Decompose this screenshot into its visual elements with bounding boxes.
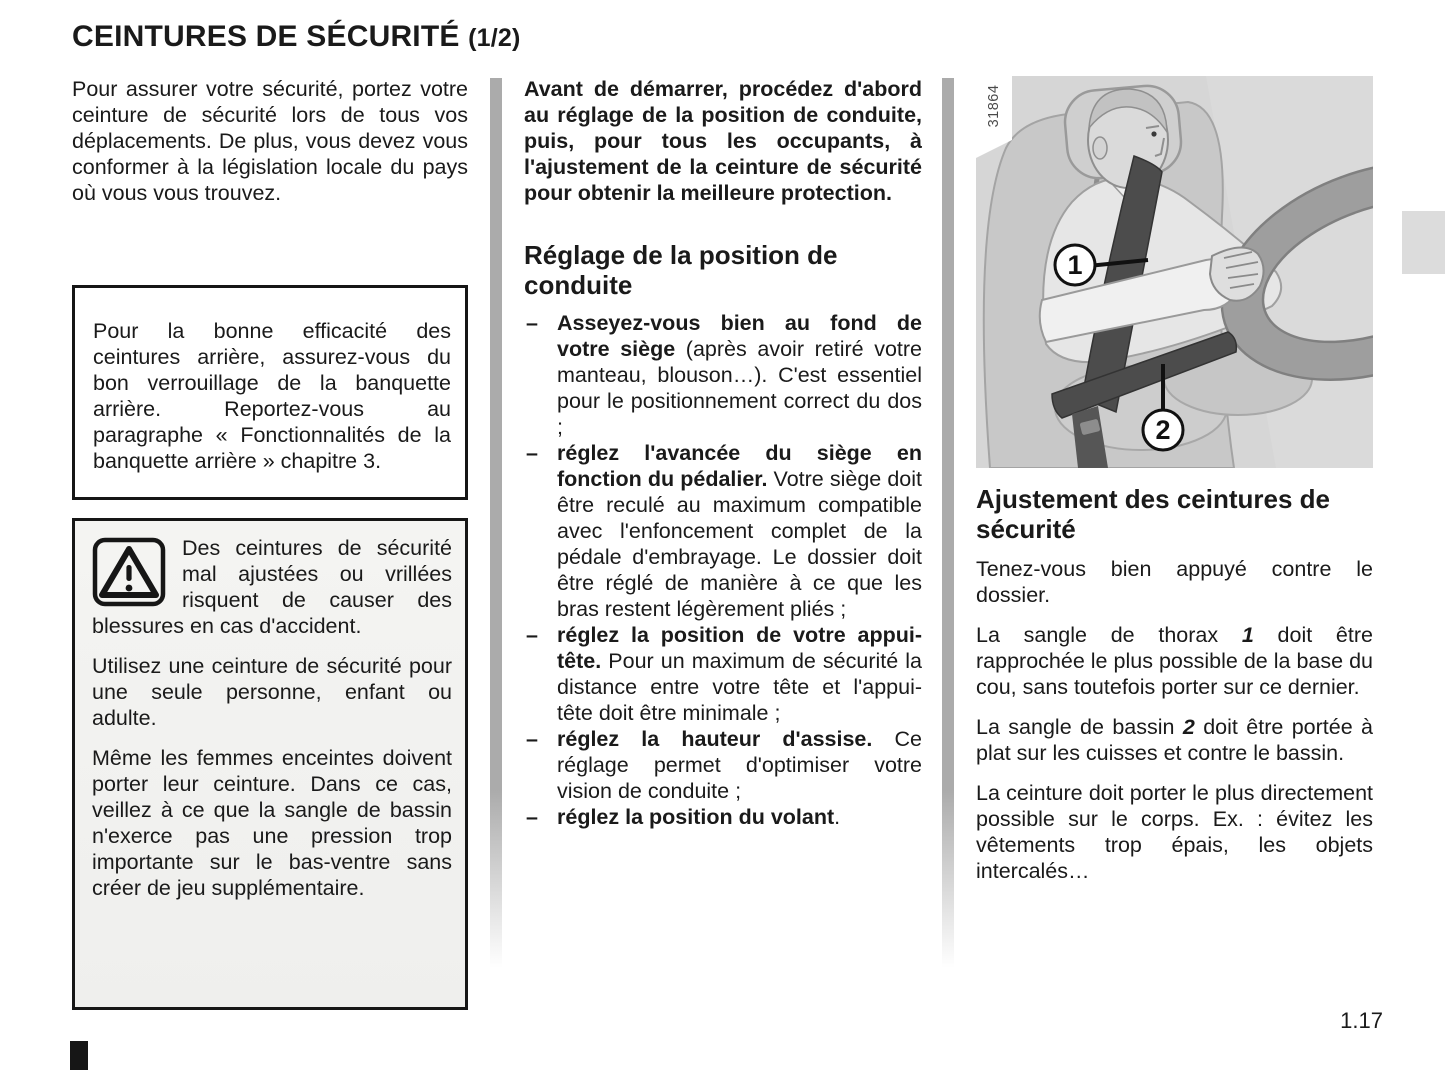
bullet-dash-marker: – [526,727,538,751]
bullet-bold-lead: réglez l'avancée du siège en fonction du pédalier. [557,441,922,491]
page-title-suffix: (1/2) [468,24,521,52]
bullet-text: Asseyez-vous bien au fond de votre siège (après avoir retiré votre manteau, blouson…). C'est essentiel pour le positionnement correct du dos ; [557,311,923,439]
seatbelt-illustration [976,76,1373,468]
bullet-dash-marker: – [526,805,538,829]
bullet-text: réglez l'avancée du siège en fonction du pédalier. Votre siège doit être reculé au maximum compatible avec l'enfoncement complet de la pédale d'embrayage. Le dossier doit être réglé de manière à ce que les bras restent légèrement pliés ; [557,441,923,621]
warning-box [72,518,468,1010]
bullet-bold-lead: réglez la position du volant [557,805,835,829]
bullet-dash-marker: – [526,623,538,647]
bullet-bold-lead: Asseyez-vous bien au fond de votre siège [557,311,922,361]
rear-bench-note-box [72,285,468,500]
left-column [72,76,468,1016]
bullet-text: réglez la position du volant. [557,805,841,829]
bullet-text: réglez la hauteur d'assise. Ce réglage permet d'optimiser votre vision de conduite ; [557,727,922,803]
bullet-item [524,622,922,726]
driving-position-bullet-list [524,310,922,830]
warning-paragraph: Utilisez une ceinture de sécurité pour une seule personne, enfant ou adulte. [92,654,452,730]
intro-paragraph: Pour assurer votre sécurité, portez votre ceinture de sécurité lors de tous vos déplacements. De plus, vous devez vous conformer à la législation locale du pays où vous vous trouvez. [72,77,468,205]
page-number: 1.17 [1340,1008,1383,1033]
bullet-bold-lead: réglez la position de votre appui-tête. [557,623,922,673]
bullet-bold-lead: réglez la hauteur d'assise. [557,727,873,751]
middle-column [524,76,922,830]
column-separator-bar [942,78,954,968]
figure-reference-number: 31864 [986,84,1002,128]
note-box-text: Pour la bonne efficacité des ceintures arrière, assurez-vous du bon verrouillage de la banquette arrière. Reportez-vous au paragraphe « Fonctionnalités de la banquette arrière » chapitre 3. [93,319,451,473]
italic-run: 2 [1182,715,1195,739]
warning-triangle-icon [92,537,166,607]
page-title-text: CEINTURES DE SÉCURITÉ [72,20,460,53]
belt-adjustment-paragraph: La ceinture doit porter le plus directement possible sur le corps. Ex. : évitez les vêtements trop épais, les objets intercalés… [976,781,1373,883]
bullet-text: réglez la position de votre appui-tête. Pour un maximum de sécurité la distance entre votre tête et l'appui-tête doit être minimale ; [557,623,922,725]
belt-adjustment-paragraph: Tenez-vous bien appuyé contre le dossier. [976,557,1373,607]
seatbelt-driver-drawing [976,76,1373,468]
bold-run [1183,715,1195,739]
section-heading-driving-position: Réglage de la position de conduite [524,240,838,300]
figure-reference-label [976,76,1012,140]
page-title [72,20,521,54]
warning-paragraph: Des ceintures de sécurité mal ajustées ou vrillées risquent de causer des blessures en cas d'accident. [92,536,452,638]
italic-run: 1 [1241,623,1254,647]
lead-paragraph: Avant de démarrer, procédez d'abord au réglage de la position de conduite, puis, pour tous les occupants, à l'ajustement de la ceinture de sécurité pour obtenir la meilleure protection. [524,77,922,205]
chapter-side-tab [1402,211,1445,274]
figure-callout-1: 1 [1067,250,1083,280]
bullet-dash-marker: – [526,441,538,465]
belt-adjustment-paragraph: La sangle de bassin 2 doit être portée à plat sur les cuisses et contre le bassin. [976,715,1374,765]
bold-run [1242,623,1254,647]
bullet-item [524,440,922,622]
belt-adjustment-paragraphs [976,556,1373,884]
bullet-item [524,804,922,830]
figure-reference-notch [976,140,1012,158]
bullet-dash-marker: – [526,311,538,335]
bullet-item [524,310,922,440]
figure-callout-2: 2 [1155,415,1171,445]
footer-print-mark [70,1041,88,1070]
section-heading-belt-adjustment: Ajustement des ceintures de sécurité [976,484,1330,544]
warning-paragraph: Même les femmes enceintes doivent porter leur ceinture. Dans ce cas, veillez à ce que la sangle de bassin n'exerce pas une pression trop importante sur le bas-ventre sans créer de jeu supplémentaire. [92,746,452,900]
belt-adjustment-paragraph: La sangle de thorax 1 doit être rapprochée le plus possible de la base du cou, sans toutefois porter sur ce dernier. [976,623,1373,699]
bullet-item [524,726,922,804]
column-separator-bar [490,78,502,968]
right-column [976,76,1373,898]
